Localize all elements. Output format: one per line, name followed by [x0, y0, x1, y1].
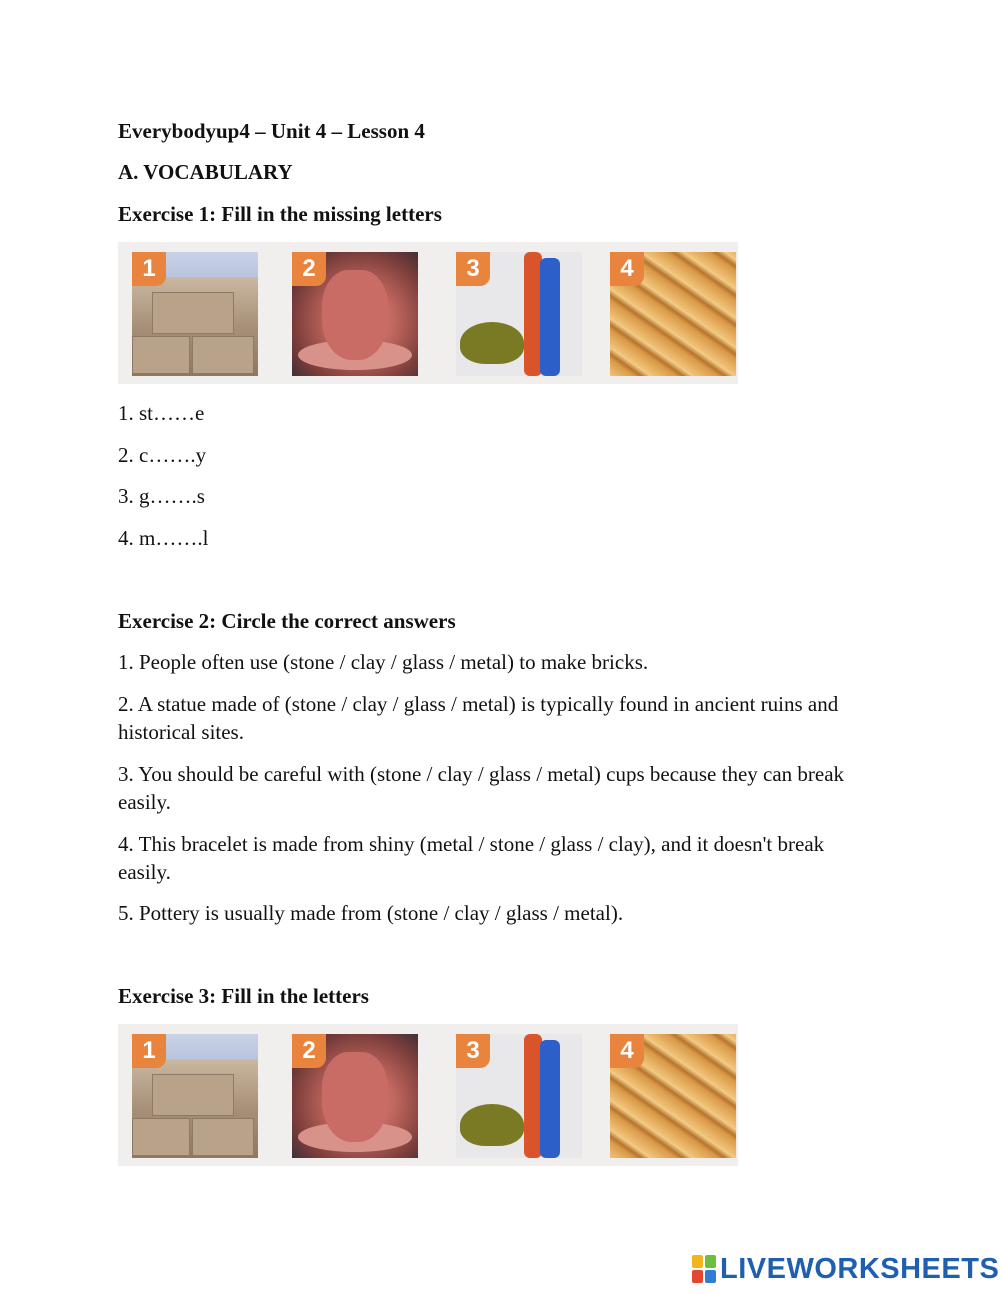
- exercise3-title: Exercise 3: Fill in the letters: [118, 984, 369, 1008]
- image-number: 2: [292, 252, 326, 286]
- exercise1-image-strip: [118, 242, 738, 384]
- liveworksheets-logo[interactable]: [692, 1252, 999, 1286]
- clay-image: [292, 1034, 418, 1158]
- exercise1-item: 1. st……e: [118, 401, 205, 425]
- exercise2-item: 1. People often use (stone / clay / glass / metal) to make bricks.: [118, 650, 649, 674]
- metal-image: [610, 252, 736, 376]
- logo-icon: [692, 1255, 716, 1283]
- exercise2-title: Exercise 2: Circle the correct answers: [118, 609, 456, 633]
- image-number: 4: [610, 1034, 644, 1068]
- exercise1-item: 4. m…….l: [118, 526, 209, 550]
- glass-image: [456, 252, 582, 376]
- stone-image: [132, 1034, 258, 1158]
- clay-image: [292, 252, 418, 376]
- exercise2-item: 3. You should be careful with (stone / clay / glass / metal) cups because they can break easily.: [118, 762, 845, 814]
- logo-text: LIVEWORKSHEETS: [720, 1252, 1000, 1285]
- exercise2-item: 4. This bracelet is made from shiny (metal / stone / glass / clay), and it doesn't break easily.: [118, 832, 825, 884]
- image-number: 1: [132, 252, 166, 286]
- glass-image: [456, 1034, 582, 1158]
- image-number: 3: [456, 1034, 490, 1068]
- exercise1-item: 3. g…….s: [118, 484, 205, 508]
- image-number: 1: [132, 1034, 166, 1068]
- exercise1-item: 2. c…….y: [118, 443, 207, 467]
- image-number: 4: [610, 252, 644, 286]
- section-heading: A. VOCABULARY: [118, 160, 293, 184]
- exercise3-image-strip: [118, 1024, 738, 1166]
- exercise2-item: 2. A statue made of (stone / clay / glass / metal) is typically found in ancient ruins and historical sites.: [118, 692, 839, 744]
- image-number: 2: [292, 1034, 326, 1068]
- stone-image: [132, 252, 258, 376]
- worksheet-title: Everybodyup4 – Unit 4 – Lesson 4: [118, 119, 425, 143]
- exercise1-title: Exercise 1: Fill in the missing letters: [118, 202, 442, 226]
- image-number: 3: [456, 252, 490, 286]
- metal-image: [610, 1034, 736, 1158]
- exercise2-item: 5. Pottery is usually made from (stone / clay / glass / metal).: [118, 901, 624, 925]
